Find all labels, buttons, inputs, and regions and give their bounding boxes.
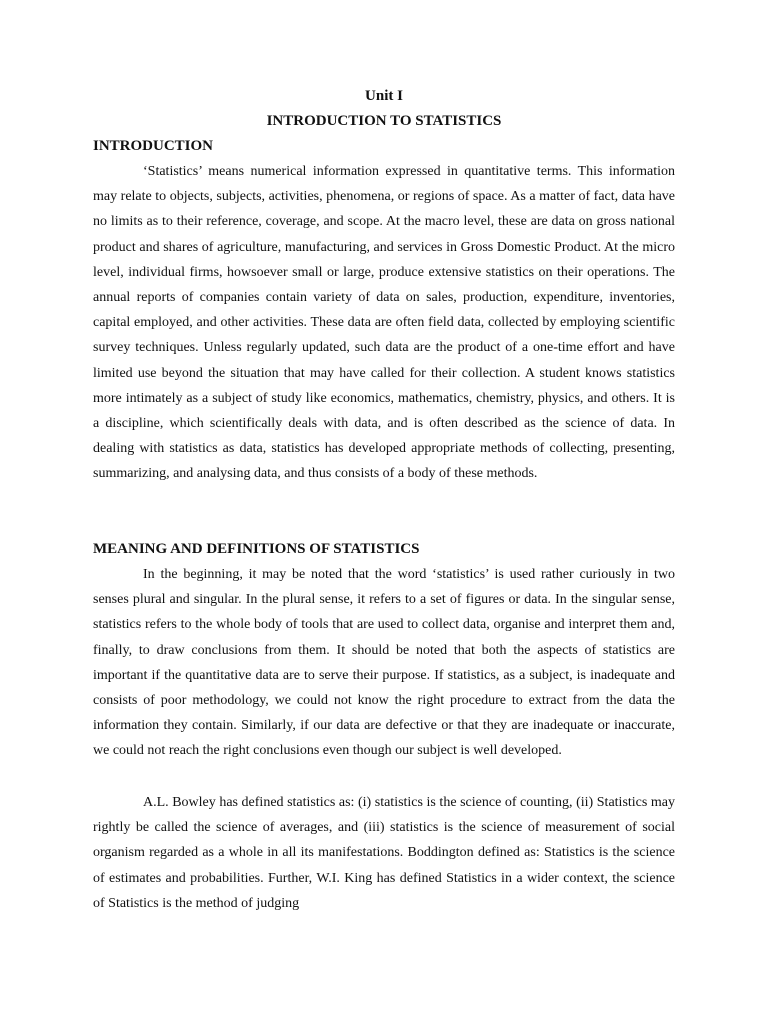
section-heading-meaning-definitions: MEANING AND DEFINITIONS OF STATISTICS bbox=[93, 541, 420, 557]
paragraph-meaning: In the beginning, it may be noted that the word ‘statistics’ is used rather curiously in two senses plural and singular. In the plural sense, it refers to a set of figures or data. In the singular sense, statistics refers to the whole body of tools that are used to collect data, organise and interpret them and, finally, to draw conclusions from them. It should be noted that both the aspects of statistics are important if the quantitative data are to serve their purpose. If statistics, as a subject, is inadequate and consists of poor methodology, we could not know the right procedure to extract from the data the information they contain. Similarly, if our data are defective or that they are inadequate or inaccurate, we could not reach the right conclusions even though our subject is well developed. bbox=[93, 567, 675, 759]
paragraph-introduction: ‘Statistics’ means numerical information expressed in quantitative terms. This information may relate to objects, subjects, activities, phenomena, or regions of space. As a matter of fact, data have no limits as to their reference, coverage, and scope. At the macro level, these are data on gross national product and shares of agriculture, manufacturing, and services in Gross Domestic Product. At the micro level, individual firms, howsoever small or large, produce extensive statistics on their operations. The annual reports of companies contain variety of data on sales, production, expenditure, inventories, capital employed, and other activities. These data are often field data, collected by employing scientific survey techniques. Unless regularly updated, such data are the product of a one-time effort and have limited use beyond the situation that may have called for their collection. A student knows statistics more intimately as a subject of study like economics, mathematics, chemistry, physics, and others. It is a discipline, which scientifically deals with data, and is often described as the science of data. In dealing with statistics as data, statistics has developed appropriate methods of collecting, presenting, summarizing, and analysing data, and thus consists of a body of these methods. bbox=[93, 164, 675, 482]
unit-label: Unit I bbox=[365, 88, 403, 104]
section-heading-introduction: INTRODUCTION bbox=[93, 138, 214, 154]
page-title: INTRODUCTION TO STATISTICS bbox=[266, 113, 502, 129]
paragraph-definitions: A.L. Bowley has defined statistics as: (i) statistics is the science of counting, (ii) Statistics may rightly be called the science of averages, and (iii) statistics is the science of measurement of social organism regarded as a whole in all its manifestations. Boddington defined as: Statistics is the science of estimates and probabilities. Further, W.I. King has defined Statistics in a wider context, the science of Statistics is the method of judging bbox=[93, 795, 675, 911]
